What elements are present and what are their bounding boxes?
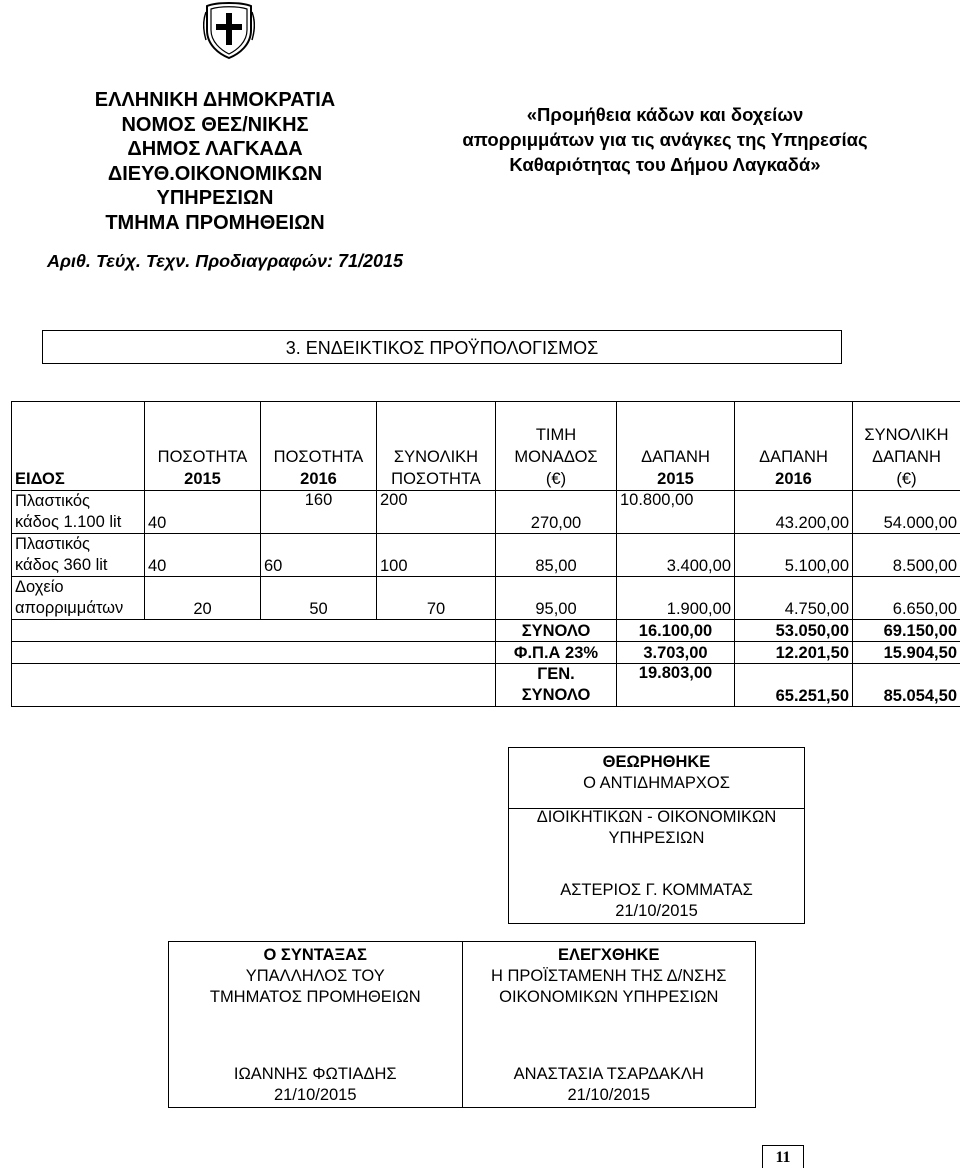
grand-cost-total: 85.054,50 <box>853 664 960 707</box>
issuer-line: ΔΗΜΟΣ ΛΑΓΚΑΔΑ <box>60 137 370 162</box>
cost-2015-cell: 10.800,00 <box>617 491 735 534</box>
checker-date: 21/10/2015 <box>464 1085 755 1106</box>
item-cell: Δοχείο απορριμμάτων <box>12 577 145 620</box>
unit-price-cell: 270,00 <box>496 491 617 534</box>
header-cost-2016: ΔΑΠΑΝΗ 2016 <box>735 402 853 491</box>
composer-name: ΙΩΑΝΝΗΣ ΦΩΤΙΑΔΗΣ <box>170 1064 461 1085</box>
cost-2016-cell: 43.200,00 <box>735 491 853 534</box>
checker-signature <box>462 942 756 1108</box>
issuer-line: ΤΜΗΜΑ ΠΡΟΜΗΘΕΙΩΝ <box>60 211 370 236</box>
grand-cost-total: 15.904,50 <box>853 642 960 664</box>
item-cell: Πλαστικός κάδος 1.100 lit <box>12 491 145 534</box>
checker-role: ΟΙΚΟΝΟΜΙΚΩΝ ΥΠΗΡΕΣΙΩΝ <box>464 987 755 1008</box>
checker-name: ΑΝΑΣΤΑΣΙΑ ΤΣΑΡΔΑΚΛΗ <box>464 1064 755 1085</box>
qty-2015-cell: 40 <box>145 491 261 534</box>
header-total-qty: ΣΥΝΟΛΙΚΗ ΠΟΣΟΤΗΤΑ <box>377 402 496 491</box>
issuer-header <box>60 88 370 235</box>
composer-role: ΥΠΑΛΛΗΛΟΣ ΤΟΥ <box>170 966 461 987</box>
item-cell: Πλαστικός κάδος 360 lit <box>12 534 145 577</box>
checker-title: ΕΛΕΓΧΘΗΚΕ <box>464 945 755 966</box>
cost-2015-cell: 3.400,00 <box>617 534 735 577</box>
approval-box <box>508 747 805 809</box>
composer-title: Ο ΣΥΝΤΑΞΑΣ <box>170 945 461 966</box>
grand-total-row <box>12 664 960 707</box>
approval-signature <box>508 872 805 924</box>
composer-date: 21/10/2015 <box>170 1085 461 1106</box>
cost-2016-total: 53.050,00 <box>735 620 853 642</box>
page-number: 11 <box>762 1145 804 1168</box>
total-cost-cell: 8.500,00 <box>853 534 960 577</box>
qty-2015-cell: 20 <box>145 577 261 620</box>
unit-price-cell: 95,00 <box>496 577 617 620</box>
cost-2015-cell: 1.900,00 <box>617 577 735 620</box>
qty-2016-cell: 60 <box>261 534 377 577</box>
cost-2016-total: 65.251,50 <box>735 664 853 707</box>
grand-cost-total: 69.150,00 <box>853 620 960 642</box>
table-row <box>12 491 960 534</box>
approval-box-middle <box>508 809 805 872</box>
header-qty-2015: ΠΟΣΟΤΗΤΑ 2015 <box>145 402 261 491</box>
unit-price-cell: 85,00 <box>496 534 617 577</box>
budget-table <box>11 401 960 707</box>
project-title-line: απορριμμάτων για τις ανάγκες της Υπηρεσίας <box>420 127 910 152</box>
qty-2016-cell: 160 <box>261 491 377 534</box>
cost-2016-cell: 5.100,00 <box>735 534 853 577</box>
cost-2015-total: 16.100,00 <box>617 620 735 642</box>
approval-title: ΘΕΩΡΗΘΗΚΕ <box>509 752 804 773</box>
total-qty-cell: 70 <box>377 577 496 620</box>
totals-label: Φ.Π.Α 23% <box>496 642 617 664</box>
header-total-cost: ΣΥΝΟΛΙΚΗ ΔΑΠΑΝΗ (€) <box>853 402 960 491</box>
project-title <box>420 102 910 177</box>
subtotal-row <box>12 620 960 642</box>
composer-role: ΤΜΗΜΑΤΟΣ ΠΡΟΜΗΘΕΙΩΝ <box>170 987 461 1008</box>
vat-row <box>12 642 960 664</box>
total-cost-cell: 54.000,00 <box>853 491 960 534</box>
cost-2016-total: 12.201,50 <box>735 642 853 664</box>
table-header-row <box>12 402 960 491</box>
approval-role: ΔΙΟΙΚΗΤΙΚΩΝ - ΟΙΚΟΝΟΜΙΚΩΝ ΥΠΗΡΕΣΙΩΝ <box>509 807 804 849</box>
totals-label: ΓΕΝ. ΣΥΝΟΛΟ <box>496 664 617 707</box>
qty-2015-cell: 40 <box>145 534 261 577</box>
issuer-line: ΔΙΕΥΘ.ΟΙΚΟΝΟΜΙΚΩΝ ΥΠΗΡΕΣΙΩΝ <box>60 162 370 211</box>
header-unit-price: ΤΙΜΗ ΜΟΝΑΔΟΣ (€) <box>496 402 617 491</box>
section-title: 3. ΕΝΔΕΙΚΤΙΚΟΣ ΠΡΟΫΠΟΛΟΓΙΣΜΟΣ <box>42 330 842 364</box>
total-qty-cell: 100 <box>377 534 496 577</box>
header-qty-2016: ΠΟΣΟΤΗΤΑ 2016 <box>261 402 377 491</box>
approval-name: ΑΣΤΕΡΙΟΣ Γ. ΚΟΜΜΑΤΑΣ <box>509 880 804 901</box>
approval-role: Ο ΑΝΤΙΔΗΜΑΡΧΟΣ <box>509 773 804 794</box>
qty-2016-cell: 50 <box>261 577 377 620</box>
issuer-line: ΝΟΜΟΣ ΘΕΣ/ΝΙΚΗΣ <box>60 113 370 138</box>
total-qty-cell: 200 <box>377 491 496 534</box>
approval-date: 21/10/2015 <box>509 901 804 922</box>
issuer-line: ΕΛΛΗΝΙΚΗ ΔΗΜΟΚΡΑΤΙΑ <box>60 88 370 113</box>
table-row <box>12 577 960 620</box>
greek-emblem-icon <box>203 0 255 60</box>
project-title-line: «Προμήθεια κάδων και δοχείων <box>420 102 910 127</box>
cost-2016-cell: 4.750,00 <box>735 577 853 620</box>
signatures-table <box>168 941 756 1108</box>
composer-signature <box>169 942 463 1108</box>
total-cost-cell: 6.650,00 <box>853 577 960 620</box>
cost-2015-total: 3.703,00 <box>617 642 735 664</box>
checker-role: Η ΠΡΟΪΣΤΑΜΕΝΗ ΤΗΣ Δ/ΝΣΗΣ <box>464 966 755 987</box>
project-title-line: Καθαριότητας του Δήμου Λαγκαδά» <box>420 152 910 177</box>
reference-number: Αριθ. Τεύχ. Τεχν. Προδιαγραφών: 71/2015 <box>47 251 403 272</box>
table-row <box>12 534 960 577</box>
header-item: ΕΙΔΟΣ <box>12 402 145 491</box>
totals-label: ΣΥΝΟΛΟ <box>496 620 617 642</box>
header-cost-2015: ΔΑΠΑΝΗ 2015 <box>617 402 735 491</box>
cost-2015-total: 19.803,00 <box>617 664 735 707</box>
